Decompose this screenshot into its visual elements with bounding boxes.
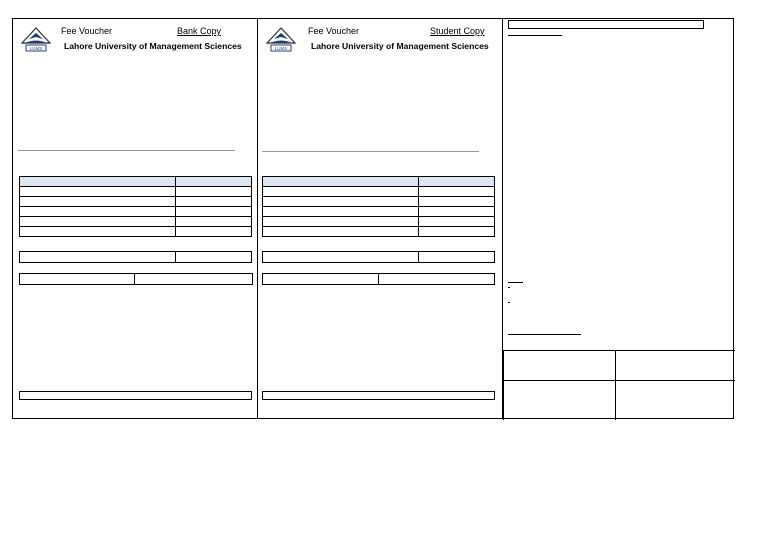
bullet-mark [508,302,510,303]
total-row [262,251,495,263]
total-row [19,251,252,263]
logo-lettering: LUMS [29,46,43,51]
stamp-underline [508,334,581,335]
signature-rule [262,151,479,152]
logo-lettering: LUMS [274,46,288,51]
heading-underline [508,35,562,36]
signature-rule [18,150,235,151]
amount-in-words-box [262,391,495,400]
instructions-section [503,19,733,418]
copy-label: Bank Copy [177,26,222,36]
copy-label: Student Copy [430,26,485,36]
fee-table [262,176,495,237]
signature-grid [503,350,735,420]
student-copy-header [262,25,498,55]
info-row [19,273,253,285]
amount-in-words-box [19,391,252,400]
student-copy-section [258,19,503,418]
university-name: Lahore University of Management Sciences [64,41,242,51]
bank-copy-header [17,25,253,55]
university-name: Lahore University of Management Sciences [311,41,489,51]
lums-logo [264,25,298,53]
note-underline [508,282,523,283]
info-row [262,273,495,285]
voucher-title: Fee Voucher [61,26,113,36]
lums-logo [19,25,53,53]
heading-box [508,20,704,29]
fee-voucher [12,18,734,419]
voucher-title: Fee Voucher [308,26,360,36]
bank-copy-section [13,19,258,418]
bullet-mark [508,287,510,288]
fee-table [19,176,252,237]
